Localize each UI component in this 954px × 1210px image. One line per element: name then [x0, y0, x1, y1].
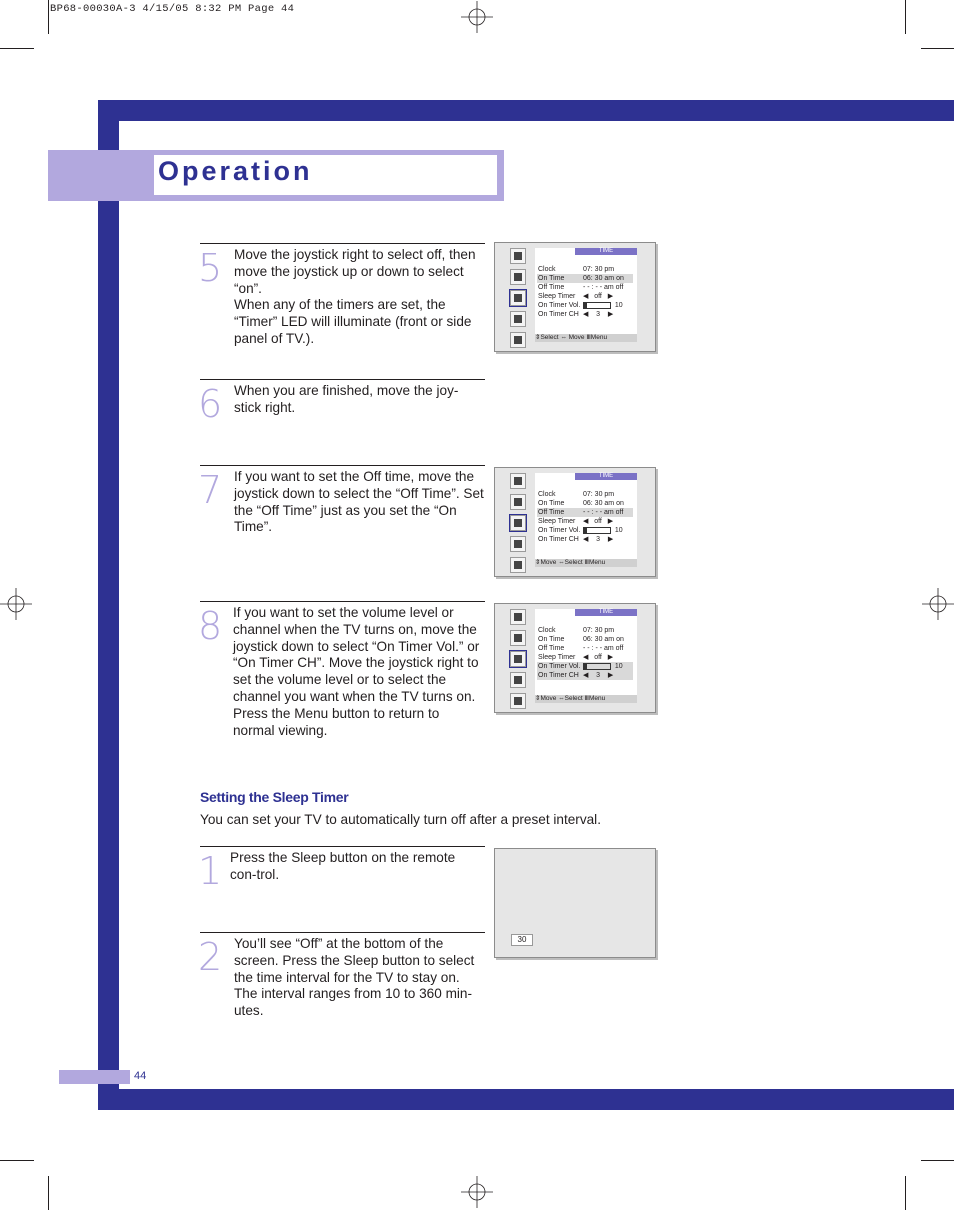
- volume-bar: [583, 302, 611, 309]
- menu-row-on-timer-ch: On Timer CH ◀ 3 ▶: [538, 311, 614, 318]
- menu-footer: ⇕Move ⇔Select ⅢMenu: [535, 559, 637, 567]
- registration-mark-right: [922, 588, 954, 620]
- step-rule: [200, 379, 485, 380]
- picture-icon: [510, 473, 526, 489]
- step-number: 5: [198, 246, 223, 290]
- crop-mark: [905, 1176, 906, 1210]
- crop-mark: [921, 48, 954, 49]
- time-icon: [510, 515, 526, 531]
- step-rule: [200, 465, 485, 466]
- picture-icon: [510, 248, 526, 264]
- step-text: Press the Sleep button on the remote con-trol.: [230, 850, 456, 882]
- menu-icon-column: [510, 609, 528, 714]
- registration-mark-left: [0, 588, 32, 620]
- menu-row-off-time: Off Time - - : - - am off: [538, 284, 624, 291]
- step-text: If you want to set the Off time, move the joystick down to select the “Off Time”. Set the “Off Time” just as you set the “On Time”.: [234, 469, 484, 535]
- menu-row-on-timer-vol: On Timer Vol. 10: [538, 302, 623, 309]
- channel-icon: [510, 536, 526, 552]
- menu-row-clock: Clock 07: 30 pm: [538, 491, 615, 498]
- step-rule: [200, 243, 485, 244]
- step-rule: [200, 601, 485, 602]
- menu-row-on-timer-vol: On Timer Vol. 10: [537, 662, 633, 671]
- menu-row-off-time: Off Time - - : - - am off: [538, 645, 624, 652]
- step-number: 8: [198, 604, 223, 648]
- tv-menu-screen: [494, 242, 656, 352]
- step-number: 6: [198, 382, 223, 426]
- registration-mark-bottom: [461, 1176, 493, 1208]
- step-text: When you are finished, move the joy-stick right.: [234, 383, 459, 415]
- menu-row-on-time: On Time 06: 30 am on: [538, 636, 624, 643]
- section-heading: Setting the Sleep Timer: [200, 789, 349, 805]
- setup-icon: [510, 557, 526, 573]
- menu-row-on-time: On Time 06: 30 am on: [537, 274, 633, 283]
- crop-mark: [0, 48, 34, 49]
- step-rule: [200, 932, 485, 933]
- page-frame-bottom: [98, 1089, 954, 1110]
- menu-row-clock: Clock 07: 30 pm: [538, 627, 615, 634]
- menu-row-sleep-timer: Sleep Timer ◀ off ▶: [538, 654, 614, 661]
- time-menu-panel: [535, 473, 637, 565]
- step-number: 7: [198, 468, 223, 512]
- print-slug: BP68-00030A-3 4/15/05 8:32 PM Page 44: [50, 3, 295, 15]
- menu-footer: ⇕Move ⇔Select ⅢMenu: [535, 695, 637, 703]
- step-text: If you want to set the volume level or channel when the TV turns on, move the joystick down to select “On Timer Vol.” or “On Timer CH”. Move the joystick right to set the volume level or to select the channel you want when the TV turns on. Press the Menu button to return to normal viewing.: [233, 605, 480, 738]
- step-number: 2: [198, 935, 223, 979]
- menu-row-on-timer-vol: On Timer Vol. 10: [538, 527, 623, 534]
- time-menu-panel: [535, 248, 637, 340]
- step-rule: [200, 846, 485, 847]
- volume-bar: [583, 663, 611, 670]
- channel-icon: [510, 672, 526, 688]
- setup-icon: [510, 693, 526, 709]
- menu-icon-column: [510, 473, 528, 578]
- tv-menu-screen: [494, 603, 656, 713]
- crop-mark: [905, 0, 906, 34]
- crop-mark: [921, 1160, 954, 1161]
- menu-row-off-time: Off Time - - : - - am off: [537, 508, 633, 517]
- picture-icon: [510, 609, 526, 625]
- setup-icon: [510, 332, 526, 348]
- sound-icon: [510, 269, 526, 285]
- section-intro: You can set your TV to automatically turn off after a preset interval.: [200, 812, 601, 827]
- tv-sleep-screen: [494, 848, 656, 958]
- menu-row-sleep-timer: Sleep Timer ◀ off ▶: [538, 293, 614, 300]
- step-number: 1: [198, 849, 223, 893]
- menu-footer: ⇕Select ⇔ Move ⅢMenu: [535, 334, 637, 342]
- page-frame-left: [98, 100, 119, 1110]
- sound-icon: [510, 494, 526, 510]
- time-icon: [510, 290, 526, 306]
- crop-mark: [0, 1160, 34, 1161]
- menu-row-on-timer-ch: On Timer CH ◀ 3 ▶: [538, 536, 614, 543]
- step-text: Move the joystick right to select off, then move the joystick up or down to select “on”. When any of the timers are set, the “Timer” LED will illuminate (front or side panel of TV.).: [234, 247, 476, 346]
- step-text: You’ll see “Off” at the bottom of the screen. Press the Sleep button to select the time interval for the TV to stay on. The interval ranges from 10 to 360 min-utes.: [234, 936, 475, 1019]
- menu-icon-column: [510, 248, 528, 353]
- time-menu-panel: [535, 609, 637, 701]
- menu-title: TIME: [575, 473, 637, 480]
- volume-bar: [583, 527, 611, 534]
- channel-icon: [510, 311, 526, 327]
- sleep-timer-badge: 30: [511, 934, 533, 946]
- crop-mark: [48, 1176, 49, 1210]
- menu-row-on-time: On Time 06: 30 am on: [538, 500, 624, 507]
- page-number: 44: [134, 1070, 147, 1082]
- menu-row-sleep-timer: Sleep Timer ◀ off ▶: [538, 518, 614, 525]
- page-frame-top: [98, 100, 954, 121]
- sound-icon: [510, 630, 526, 646]
- crop-mark: [48, 0, 49, 34]
- time-icon: [510, 651, 526, 667]
- menu-row-on-timer-ch: On Timer CH ◀ 3 ▶: [537, 671, 633, 680]
- menu-title: TIME: [575, 248, 637, 255]
- page-number-tab: [59, 1070, 130, 1084]
- registration-mark-top: [461, 1, 493, 33]
- menu-row-clock: Clock 07: 30 pm: [538, 266, 615, 273]
- tv-menu-screen: [494, 467, 656, 577]
- page-title: Operation: [158, 156, 313, 186]
- menu-title: TIME: [575, 609, 637, 616]
